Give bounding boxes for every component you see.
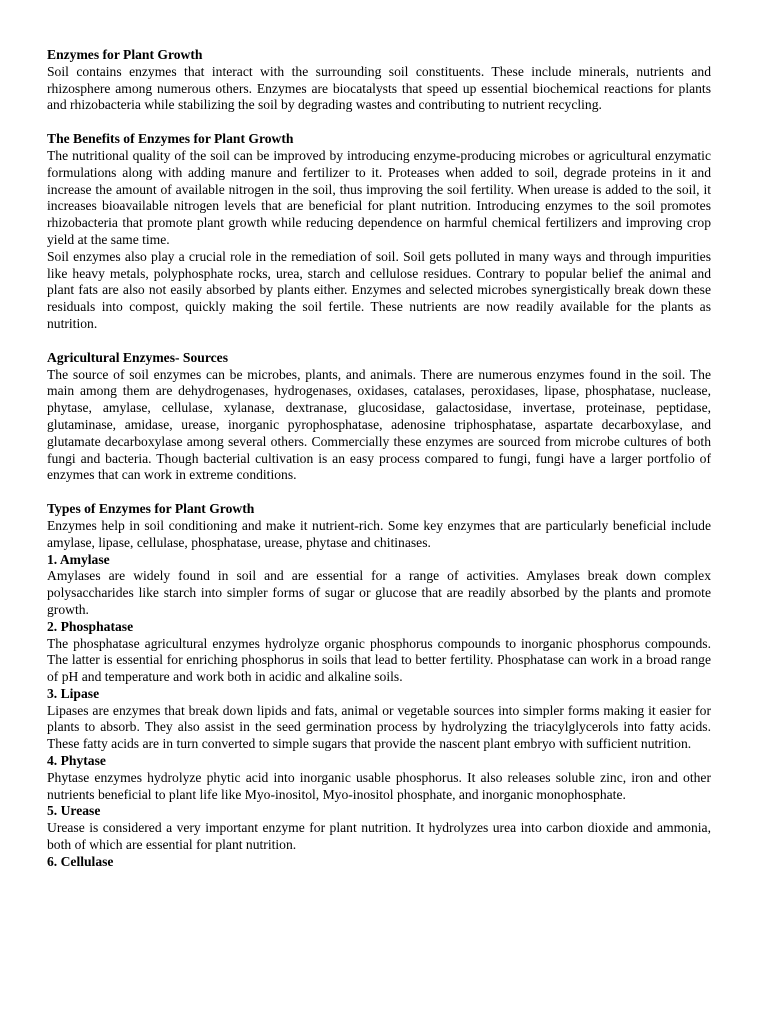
section-heading: Types of Enzymes for Plant Growth <box>47 501 255 517</box>
section-types <box>47 501 711 871</box>
section-paragraph: The source of soil enzymes can be microbes, plants, and animals. There are numerous enzymes found in the soil. The main among them are dehydrogenases, hydrogenases, oxidases, catalases, peroxidases, lipase, phosphatase, nuclease, phytase, amylase, cellulase, xylanase, dextranase, glucosidase, galactosidase, invertase, proteinase, peptidase, glutaminase, amidase, urease, inorganic pyrophosphatase, adenosine triphosphatase, aspartate decarboxylase, and glutamate decarboxylase among several others. Commercially these enzymes are sourced from microbe cultures of both fungi and bacteria. Though bacterial cultivation is an easy process compared to fungi, fungi have a larger portfolio of enzymes that can work in extreme conditions. <box>47 366 711 483</box>
item-text: Amylases are widely found in soil and are essential for a range of activities. Amylases break down complex polysaccharides like starch into simpler forms of sugar or glucose that are readily absorbed by the plants and promote growth. <box>47 568 711 617</box>
section-heading: Enzymes for Plant Growth <box>47 47 203 62</box>
section-enzymes-for-plant-growth <box>47 47 711 114</box>
item-title: 1. Amylase <box>47 551 110 567</box>
item-title: 6. Cellulase <box>47 853 114 869</box>
item-title: 2. Phosphatase <box>47 618 134 634</box>
section-sources <box>47 350 711 484</box>
section-paragraph: Soil enzymes also play a crucial role in the remediation of soil. Soil gets polluted in many ways and through impurities like heavy metals, polyphosphate rocks, urea, starch and cellulose residues. Contrary to popular belief the animal and plant fats are also not easily absorbed by plants either. Enzymes and selected microbes synergistically break down these residuals into compost, quickly making the soil fertile. These nutrients are now readily available for the plants as nutrition. <box>47 248 711 331</box>
item-text: Urease is considered a very important enzyme for plant nutrition. It hydrolyzes urea into carbon dioxide and ammonia, both of which are essential for plant nutrition. <box>47 820 711 853</box>
section-paragraph: Soil contains enzymes that interact with the surrounding soil constituents. These include minerals, nutrients and rhizosphere among numerous others. Enzymes are biocatalysts that speed up essential biochemical reactions for plants and rhizobacteria while stabilizing the soil by degrading wastes and contributing to nutrient recycling. <box>47 63 711 113</box>
item-text: The phosphatase agricultural enzymes hydrolyze organic phosphorus compounds to inorganic phosphorus compounds. The latter is essential for enriching phosphorus in soils that lead to better fertility. Phosphatase can work in a broad range of pH and temperature and work both in acidic and alkaline soils. <box>47 635 711 685</box>
section-intro: Enzymes help in soil conditioning and make it nutrient-rich. Some key enzymes that are particularly beneficial include amylase, lipase, cellulase, phosphatase, urease, phytase and chitinases. <box>47 517 711 550</box>
item-text: Phytase enzymes hydrolyze phytic acid into inorganic usable phosphorus. It also releases soluble zinc, iron and other nutrients beneficial to plant life like Myo-inositol, Myo-inositol phosphate, and inorganic monophosphate. <box>47 769 711 802</box>
item-title: 5. Urease <box>47 803 101 819</box>
section-benefits <box>47 131 711 333</box>
item-text: Lipases are enzymes that break down lipids and fats, animal or vegetable sources into simpler forms making it easier for plants to absorb. They also assist in the seed germination process by hydrolyzing the triacylglycerols into fatty acids. These fatty acids are in turn converted to simple sugars that provide the nascent plant embryo with sufficient nutrition. <box>47 702 711 752</box>
section-heading: Agricultural Enzymes- Sources <box>47 349 228 365</box>
section-paragraph: The nutritional quality of the soil can be improved by introducing enzyme-producing microbes or agricultural enzymatic formulations along with adding manure and fertilizer to it. Proteases when added to soil, degrade proteins in it and increase the amount of available nitrogen in the soil, thus improving the soil fertility. When urease is added to the soil, it increases bioavailable nitrogen levels that are beneficial for plant nutrition. Introducing enzymes to the soil promotes rhizobacteria that promote plant growth while reducing dependence on harmful chemical fertilizers and improving crop yield at the same time. <box>47 147 711 247</box>
item-title: 3. Lipase <box>47 685 100 701</box>
item-title: 4. Phytase <box>47 753 106 769</box>
section-heading: The Benefits of Enzymes for Plant Growth <box>47 131 294 147</box>
